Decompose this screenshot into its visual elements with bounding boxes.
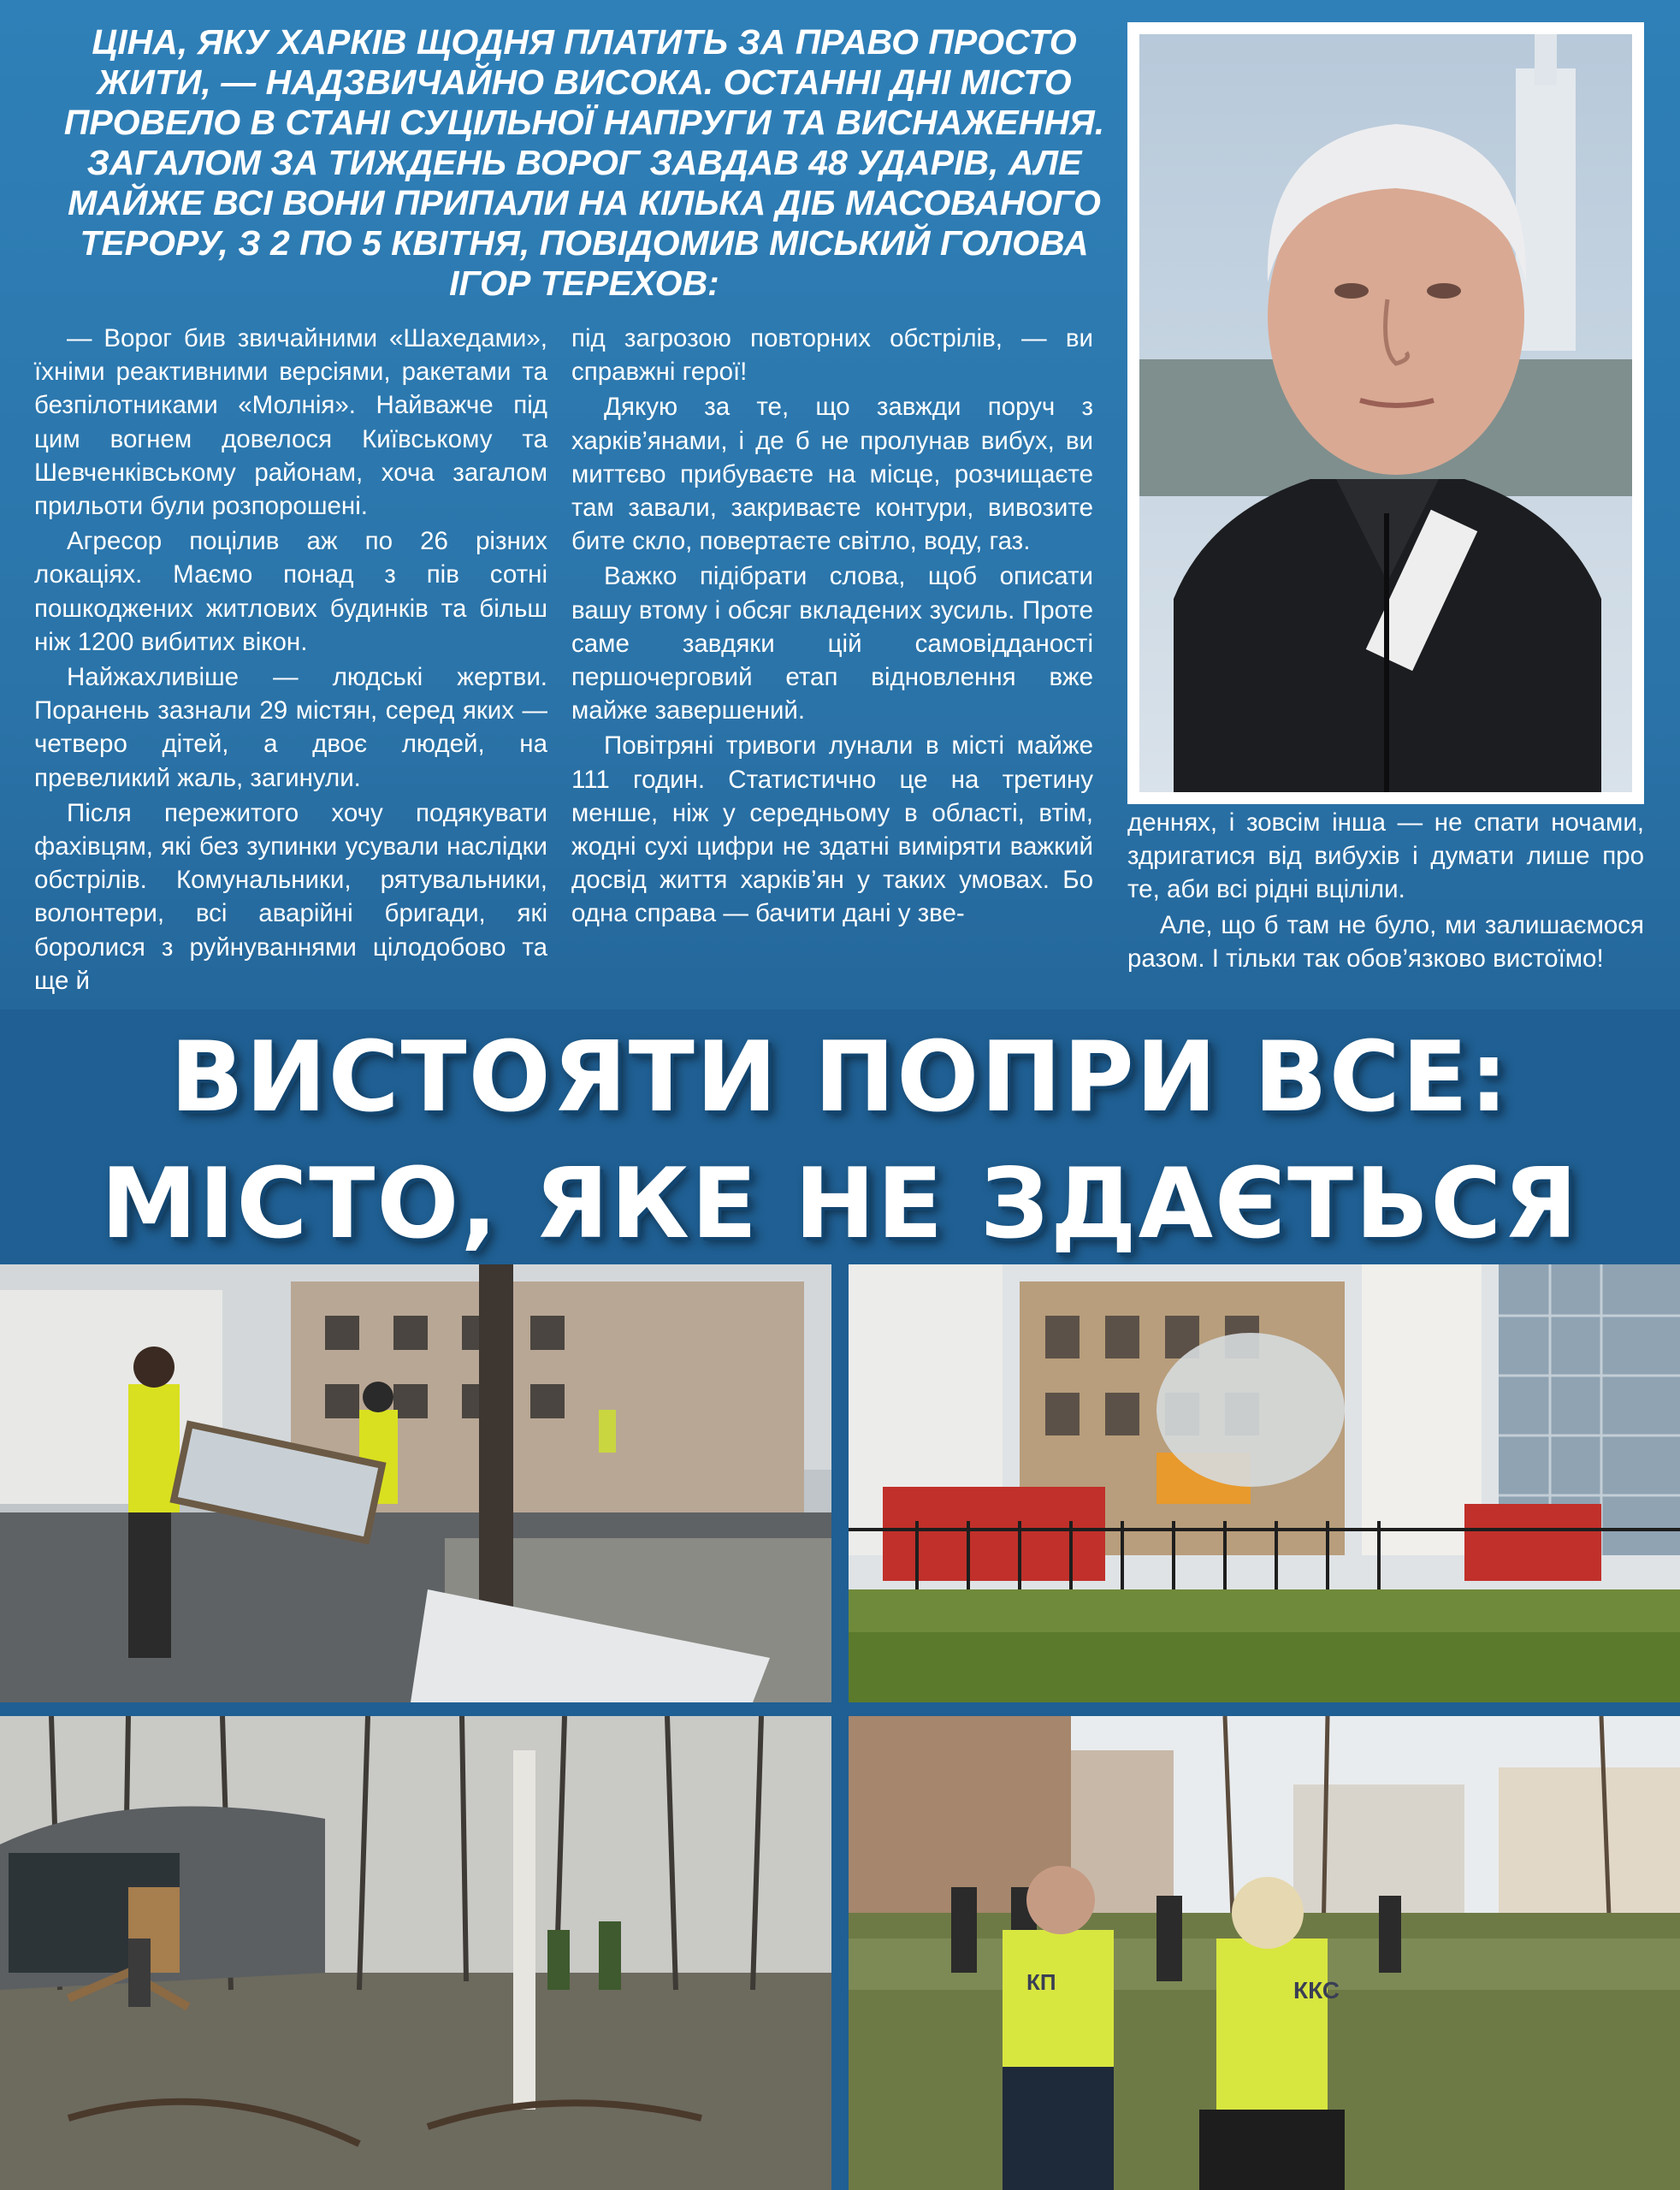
paragraph: Важко підібрати слова, щоб описати вашу втому і обсяг вкладених зусиль. Проте саме завдяки цій самовідданості першочерговий етап відновлення вже майже завершений. — [571, 562, 1093, 725]
vest-text-kp: КП — [1026, 1969, 1056, 1995]
paragraph-continuation: деннях, і зовсім інша — не спати ночами, здригатися від вибухів і думати лише про те, аби всі рідні вціліли. — [1127, 808, 1644, 904]
paragraph: Повітряні тривоги лунали в місті майже 111 годин. Статистично це на третину менше, ніж у середньому в області, втім, жодні сухі цифри не здатні виміряти важкий досвід життя харків’ян у таких умовах. Бо одна справа — бачити дані у зве- — [571, 731, 1093, 928]
headline — [17, 1014, 1663, 1267]
paragraph: Після пережитого хочу подякувати фахівцям, які без зупинки усували наслідки обстрілів. Комунальники, рятувальники, волонтери, всі аварійні бригади, які боролися з руйнуваннями цілодобово та ще й — [34, 798, 547, 995]
photo-rescue-workers-yard — [849, 1716, 1680, 2190]
vest-text-kks: ККС — [1293, 1977, 1340, 2004]
photo-workers-window-frame — [0, 1264, 831, 1702]
paragraph: Найжахливіше — людські жертви. Поранень зазнали 29 містян, серед яких — четверо дітей, а двоє людей, на превеликий жаль, загинули. — [34, 663, 547, 792]
paragraph: — Ворог бив звичайними «Шахедами», їхніми реактивними версіями, ракетами та безпілотниками «Молнія». Найважче під цим вогнем довелося Київському та Шевченківському районам, хоча загалом прильоти були розпорошені. — [34, 324, 547, 521]
photo-burning-building-firetrucks — [849, 1264, 1680, 1702]
lead-paragraph: ЦІНА, ЯКУ ХАРКІВ ЩОДНЯ ПЛАТИТЬ ЗА ПРАВО ПРОСТО ЖИТИ, — НАДЗВИЧАЙНО ВИСОКА. ОСТАННІ ДНІ МІСТО ПРОВЕЛО В СТАНІ СУЦІЛЬНОЇ НАПРУГИ ТА ВИСНАЖЕННЯ. ЗАГАЛОМ ЗА ТИЖДЕНЬ ВОРОГ ЗАВДАВ 48 УДАРІВ, АЛЕ МАЙЖЕ ВСІ ВОНИ ПРИПАЛИ НА КІЛЬКА ДІБ МАСОВАНОГО ТЕРОРУ, З 2 ПО 5 КВІТНЯ, ПОВІДОМИВ МІСЬКИЙ ГОЛОВА ІГОР ТЕРЕХОВ: — [63, 22, 1105, 303]
headline-line-2: МІСТО, ЯКЕ НЕ ЗДАЄТЬСЯ — [100, 1147, 1580, 1260]
paragraph-continuation: під загрозою повторних обстрілів, — ви справжні герої! — [571, 324, 1093, 387]
headline-line-1: ВИСТОЯТИ ПОПРИ ВСЕ: — [169, 1021, 1511, 1133]
article-column-1 — [34, 322, 547, 999]
article-column-2 — [571, 322, 1093, 932]
mayor-portrait-photo — [1127, 22, 1644, 804]
paragraph: Агресор поцілив аж по 26 різних локаціях. Маємо понад з пів сотні пошкоджених житлових будинків та більш ніж 1200 вибитих вікон. — [34, 527, 547, 656]
article-column-3 — [1127, 806, 1644, 977]
photo-damaged-kiosk-park — [0, 1716, 831, 2190]
paragraph: Дякую за те, що завжди поруч з харків’янами, і де б не пролунав вибух, ви миттєво прибуваєте на місце, розчищаєте там завали, закриваєте контури, вивозите бите скло, повертаєте світло, воду, газ. — [571, 393, 1093, 556]
paragraph: Але, що б там не було, ми залишаємося разом. І тільки так обов’язково вистоїмо! — [1127, 910, 1644, 973]
